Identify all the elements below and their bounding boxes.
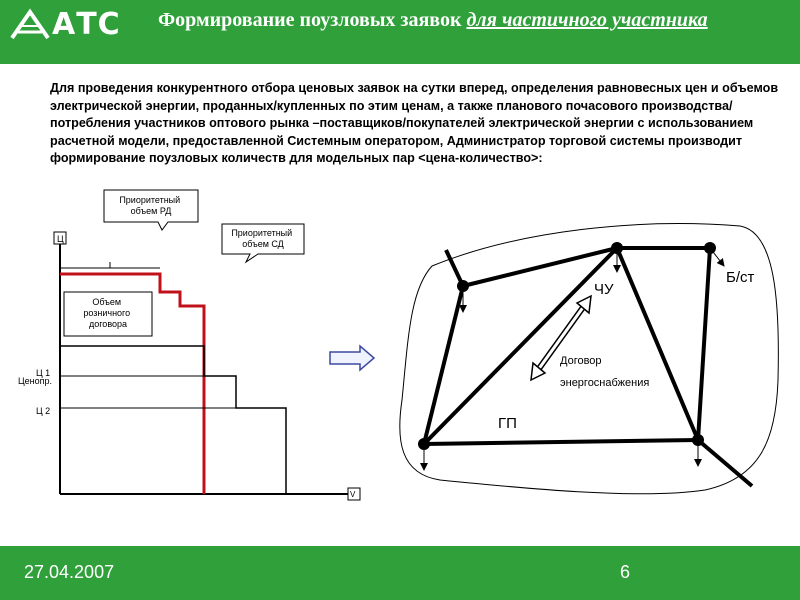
price-label-c2: Ц 2 bbox=[36, 406, 51, 416]
retail-volume-text: Объем розничного договора bbox=[83, 297, 131, 329]
transition-arrow-icon bbox=[330, 346, 374, 370]
node-gp bbox=[418, 438, 430, 450]
node-top-left bbox=[457, 280, 469, 292]
node-chu bbox=[611, 242, 623, 254]
y-axis-label: Ц bbox=[57, 234, 64, 244]
node-label-bst: Б/ст bbox=[726, 269, 755, 286]
x-axis-label: V bbox=[350, 490, 356, 499]
node-label-gp: ГП bbox=[498, 415, 517, 432]
footer-bar bbox=[0, 546, 800, 600]
black-step-curve bbox=[60, 346, 286, 494]
contract-label-line1: Договор bbox=[560, 355, 602, 367]
node-bst bbox=[704, 242, 716, 254]
node-label-chu: ЧУ bbox=[594, 281, 614, 298]
bid-curve-chart bbox=[18, 190, 360, 500]
callout-rd-text: Приоритетный объем РД bbox=[119, 195, 181, 216]
price-label-c1: Ц 1 bbox=[36, 368, 51, 378]
node-bottom-right bbox=[692, 434, 704, 446]
intro-paragraph: Для проведения конкурентного отбора ценовых заявок на сутки вперед, определения равновесных цен и объемов электрической энергии, проданных/купленных по этим ценам, а также планового почасового производства/потребления участников оптового рынка –поставщиков/покупателей электрической энергии с использованием расчетной модели, предоставленной Системным оператором, Администратор торговой системы производит формирование поузловых количеств для модельных пар <цена-количество>: bbox=[50, 81, 779, 165]
network-diagram bbox=[400, 224, 779, 494]
callout-sd-text: Приоритетный объем СД bbox=[231, 228, 293, 249]
logo-text: АТС bbox=[52, 7, 121, 42]
price-label-cenopr: Ценопр. bbox=[18, 376, 53, 386]
contract-label-line2: энергоснабжения bbox=[560, 377, 650, 389]
page-number: 6 bbox=[620, 562, 631, 582]
title-plain: Формирование поузловых заявок bbox=[158, 9, 467, 31]
title-emphasis: для частичного участника bbox=[466, 9, 708, 31]
footer-date: 27.04.2007 bbox=[24, 562, 115, 582]
